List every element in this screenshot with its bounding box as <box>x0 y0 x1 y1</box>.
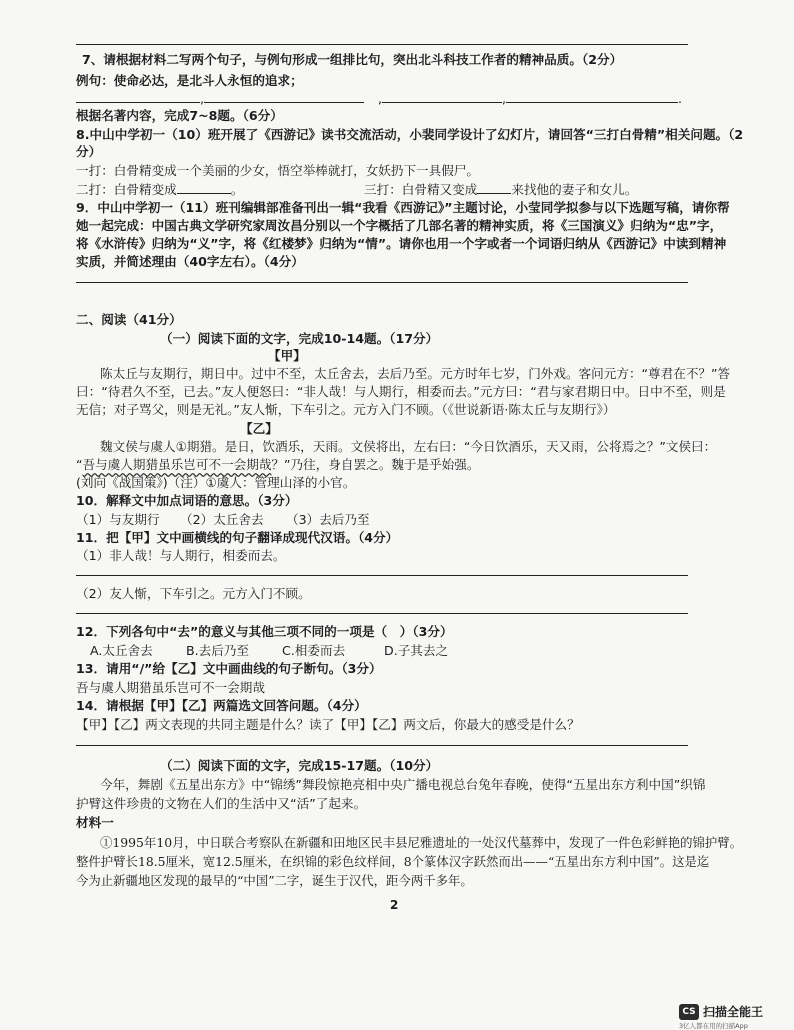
quote-mark: “ <box>76 457 83 472</box>
option-d[interactable]: D.子其去之 <box>384 643 449 658</box>
question-13: 13．请用“/”给【乙】文中画曲线的句子断句。（3分） <box>76 661 382 676</box>
question-10-item-1: （1）与友期行 <box>76 512 160 527</box>
question-14-sub: 【甲】【乙】两文表现的共同主题是什么？读了【甲】【乙】两文后，你最大的感受是什么？ <box>76 717 580 732</box>
part-2-title: （二）阅读下面的文字，完成15-17题。（10分） <box>160 758 439 773</box>
jia-paragraph-line3: 无信；对子骂父，则是无礼。”友人惭，下车引之。元方入门不顾。（《世说新语·陈太丘与友期行》） <box>76 402 616 417</box>
question-11: 11．把【甲】文中画横线的句子翻译成现代汉语。（4分） <box>76 530 399 545</box>
jia-label: 【甲】 <box>268 348 306 363</box>
material-1-line1: ①1995年10月，中日联合考察队在新疆和田地区民丰县尼雅遗址的一处汉代墓葬中，发现了一件色彩鲜艳的锦护臂。 <box>100 835 743 850</box>
watermark-name: 扫描全能王 <box>703 1005 764 1019</box>
question-11-sub-2: （2）友人惭，下车引之。元方入门不顾。 <box>76 586 311 601</box>
question-7-example: 例句：使命必达，是北斗人永恒的追求； <box>76 73 303 88</box>
da3-text: 三打：白骨精又变成 <box>364 182 478 197</box>
answer-blank[interactable] <box>76 89 200 103</box>
question-9-answer-line[interactable] <box>76 282 688 283</box>
da2-text: 二打：白骨精变成 <box>76 182 177 197</box>
yi-label: 【乙】 <box>240 421 278 436</box>
answer-line[interactable] <box>76 575 688 576</box>
question-8-da3 <box>364 180 637 198</box>
material-1-line2: 整件护臂长18.5厘米，宽12.5厘米，在织锦的彩色纹样间，8个篆体汉字跃然而出——“五星出东方利中国”。这是迄 <box>76 854 710 869</box>
comma: , <box>502 91 507 106</box>
question-10: 10．解释文中加点词语的意思。（3分） <box>76 493 298 508</box>
option-b[interactable]: B.去后乃至 <box>186 643 250 658</box>
yi-paragraph-line2 <box>76 456 479 473</box>
camscanner-logo-icon: CS <box>679 1004 699 1020</box>
jia-paragraph-line1: 陈太丘与友期行，期日中。过中不至，太丘舍去，去后乃至。元方时年七岁，门外戏。客问元方：“尊君在不？”答 <box>100 366 731 381</box>
question-9-line4: 实质，并简述理由（40字左右）。（4分） <box>76 254 304 269</box>
period: . <box>678 91 683 106</box>
part-1-title: （一）阅读下面的文字，完成10-14题。（17分） <box>160 331 439 346</box>
question-8: 8.中山中学初一（10）班开展了《西游记》读书交流活动，小裴同学设计了幻灯片，请回答“三打白骨精”相关问题。（2 <box>76 127 744 142</box>
question-9: 9．中山中学初一（11）班刊编辑部准备刊出一辑“我看《西游记》”主题讨论，小莹同学拟参与以下选题写稿，请你帮 <box>76 200 730 215</box>
comma: , <box>378 91 383 106</box>
part-2-paragraph-line2: 护臂这件珍贵的文物在人们的生活中又“活”了起来。 <box>76 796 367 811</box>
material-1-line3: 今为止新疆地区发现的最早的“中国”二字，诞生于汉代，距今两千多年。 <box>76 873 473 888</box>
question-10-item-2: （2）太丘舍去 <box>180 512 264 527</box>
top-divider <box>76 44 688 45</box>
answer-line[interactable] <box>76 745 688 746</box>
question-12: 12．下列各句中“去”的意义与其他三项不同的一项是（ ）（3分） <box>76 624 453 639</box>
question-8-cont: 分） <box>76 144 102 159</box>
da2-end: 。 <box>230 182 244 197</box>
answer-blank[interactable] <box>506 89 678 103</box>
question-9-line2: 她一起完成：中国古典文学研究家周汝昌分别以一个字概括了几部名著的精神实质，将《三国演义》归纳为“忠”字， <box>76 218 723 233</box>
da3-end: 来找他的妻子和女儿。 <box>511 182 638 197</box>
yi-paragraph-line1: 魏文侯与虞人①期猎。是日，饮酒乐，天雨。文侯将出，左右曰：“今日饮酒乐，天又雨，公将焉之？”文侯曰： <box>100 439 717 454</box>
question-10-item-3: （3）去后乃至 <box>286 512 370 527</box>
yi-source: (刘向《战国策》)（注）①虞人：管理山泽的小官。 <box>76 475 356 490</box>
question-7: 7、请根据材料二写两个句子，与例句形成一组排比句，突出北斗科技工作者的精神品质。（2分） <box>82 52 623 67</box>
question-14: 14．请根据【甲】【乙】两篇选文回答问题。（4分） <box>76 698 367 713</box>
page-number: 2 <box>390 898 399 912</box>
answer-blank[interactable] <box>177 180 231 194</box>
question-9-line3: 将《水浒传》归纳为“义”字，将《红楼梦》归纳为“情”。请你也用一个字或者一个词语归纳从《西游记》中读到精神 <box>76 236 727 251</box>
jia-paragraph-line2: 曰：“待君久不至，已去。”友人便怒曰：“非人哉！与人期行，相委而去。”元方曰：“君与家君期日中。日中不至，则是 <box>76 384 726 399</box>
answer-line[interactable] <box>76 613 688 614</box>
answer-blank[interactable] <box>477 180 511 194</box>
yi-rest: ？”乃往，身自罢之。魏于是乎始强。 <box>271 457 480 472</box>
part-2-paragraph-line1: 今年，舞剧《五星出东方》中“锦绣”舞段惊艳亮相中央广播电视总台兔年春晚，使得“五星出东方利中国”织锦 <box>100 777 706 792</box>
question-7-answer-line <box>76 89 682 107</box>
answer-blank[interactable] <box>382 89 502 103</box>
answer-blank[interactable] <box>204 89 364 103</box>
option-a[interactable]: A.太丘舍去 <box>90 643 153 658</box>
question-13-sentence: 吾与虞人期猎虽乐岂可不一会期哉 <box>76 680 265 695</box>
question-8-da2 <box>76 180 243 198</box>
option-c[interactable]: C.相委而去 <box>282 643 346 658</box>
question-11-sub-1: （1）非人哉！与人期行，相委而去。 <box>76 548 286 563</box>
books-intro: 根据名著内容，完成7~8题。（6分） <box>76 108 283 123</box>
watermark-subtitle: 3亿人都在用的扫描App <box>679 1022 748 1030</box>
comma: , <box>200 91 205 106</box>
question-8-da1: 一打：白骨精变成一个美丽的少女，悟空举棒就打，女妖扔下一具假尸。 <box>76 163 479 178</box>
wavy-underlined-sentence: 吾与虞人期猎虽乐岂可不一会期哉 <box>82 457 272 472</box>
material-1-label: 材料一 <box>76 815 114 830</box>
section-heading-reading: 二、阅读（41分） <box>76 312 182 327</box>
